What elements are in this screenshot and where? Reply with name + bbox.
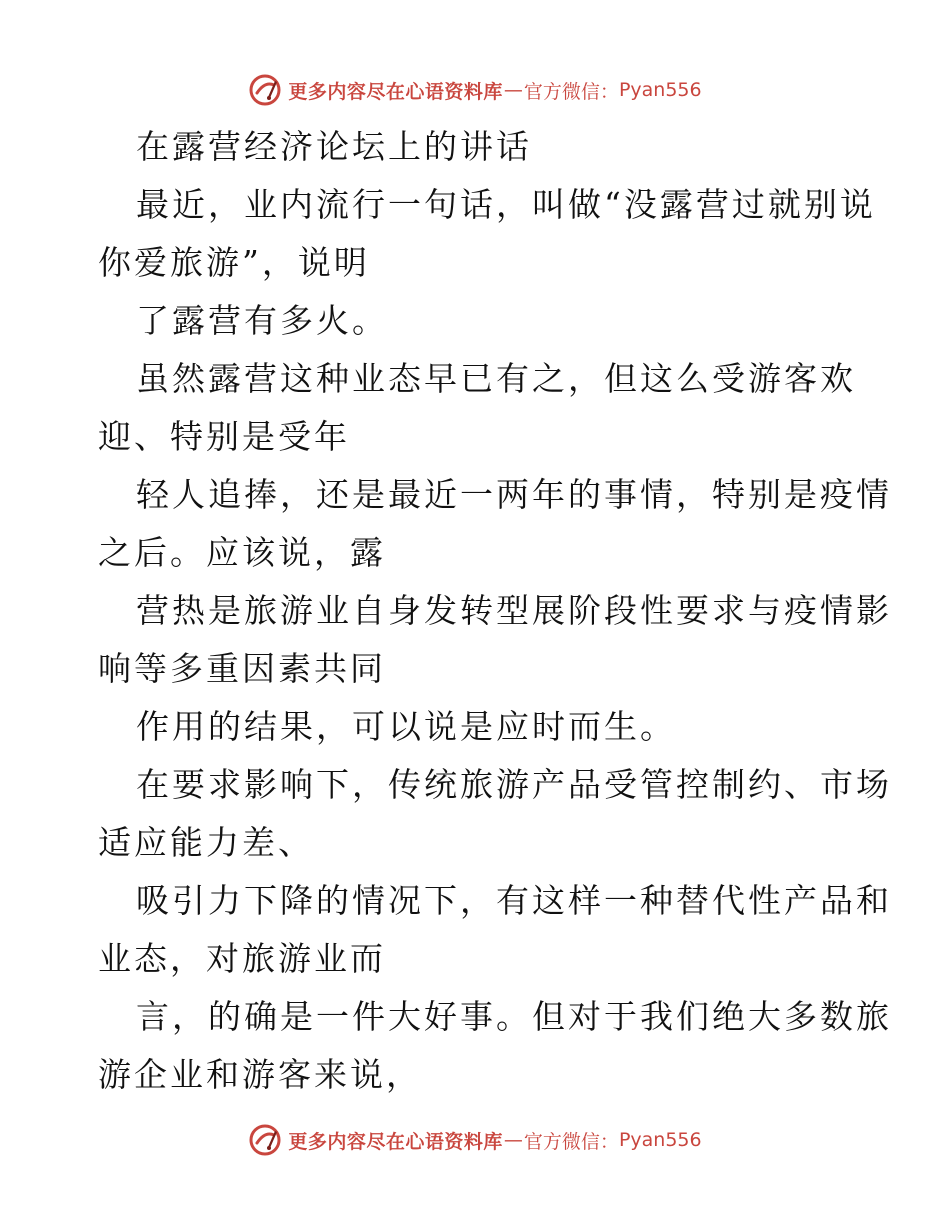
footer-banner-separator: — <box>503 1129 523 1151</box>
text-line: 营热是旅游业自身发转型展阶段性要求与疫情影 <box>136 591 892 630</box>
footer-contact-id: Pyan556 <box>618 1129 702 1151</box>
text-line: 你爱旅游”，说明 <box>98 243 370 282</box>
text-line: 游企业和游客来说， <box>98 1055 422 1094</box>
text-line: 响等多重因素共同 <box>98 649 386 688</box>
brand-logo-icon <box>248 1123 282 1157</box>
footer-contact-label: 官方微信： <box>523 1130 619 1153</box>
text-line: 在露营经济论坛上的讲话 <box>136 127 532 166</box>
text-line: 作用的结果，可以说是应时而生。 <box>136 707 676 746</box>
brand-logo-icon <box>248 73 282 107</box>
text-line: 之后。应该说，露 <box>98 533 386 572</box>
header-contact-id: Pyan556 <box>618 79 702 101</box>
text-line: 适应能力差、 <box>98 823 314 862</box>
text-line: 业态，对旅游业而 <box>98 939 386 978</box>
text-line: 虽然露营这种业态早已有之，但这么受游客欢 <box>136 359 856 398</box>
header-banner-text: 更多内容尽在心语资料库 <box>288 80 503 103</box>
header-contact-label: 官方微信： <box>523 80 619 103</box>
footer-banner-text: 更多内容尽在心语资料库 <box>288 1130 503 1153</box>
text-line: 迎、特别是受年 <box>98 417 350 456</box>
text-line: 轻人追捧，还是最近一两年的事情，特别是疫情 <box>136 475 892 514</box>
document-body <box>98 118 892 1104</box>
text-line: 最近，业内流行一句话，叫做“没露营过就别说 <box>136 185 876 224</box>
header-banner <box>0 70 950 110</box>
text-line: 吸引力下降的情况下，有这样一种替代性产品和 <box>136 881 892 920</box>
header-banner-separator: — <box>503 79 523 101</box>
text-line: 在要求影响下，传统旅游产品受管控制约、市场 <box>136 765 892 804</box>
text-line: 了露营有多火。 <box>136 301 388 340</box>
footer-banner <box>0 1120 950 1160</box>
text-line: 言，的确是一件大好事。但对于我们绝大多数旅 <box>136 997 892 1036</box>
